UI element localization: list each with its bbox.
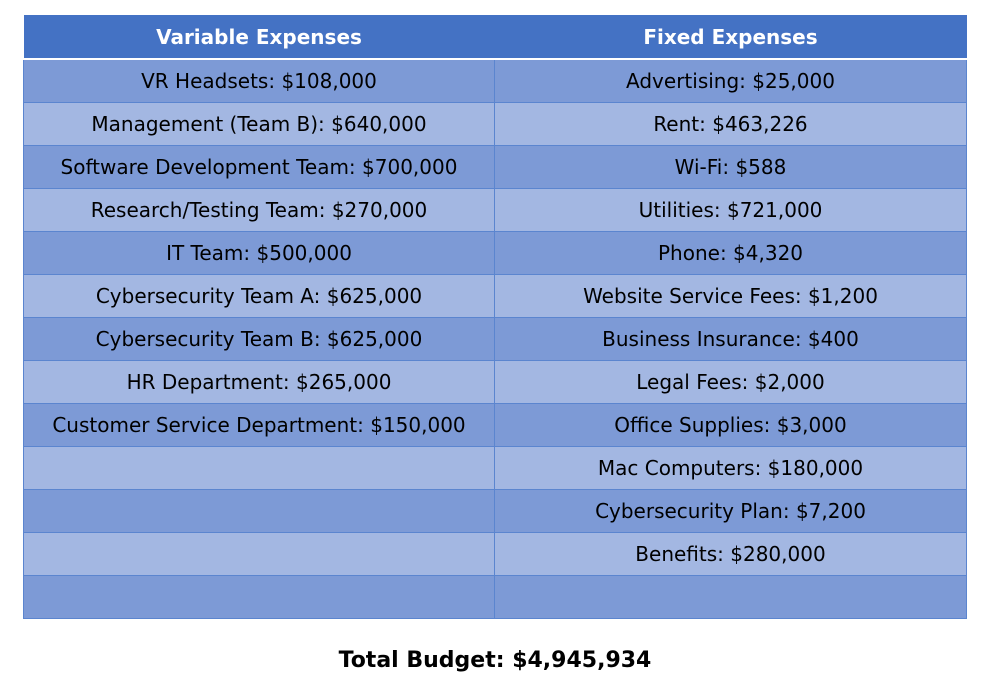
- variable-expense-cell: [24, 447, 495, 490]
- variable-expense-cell: Software Development Team: $700,000: [24, 146, 495, 189]
- variable-expense-cell: Customer Service Department: $150,000: [24, 404, 495, 447]
- fixed-expense-cell: Rent: $463,226: [495, 103, 967, 146]
- header-fixed-expenses: Fixed Expenses: [495, 15, 967, 59]
- variable-expense-cell: [24, 576, 495, 619]
- variable-expense-cell: Research/Testing Team: $270,000: [24, 189, 495, 232]
- table-row: [24, 275, 967, 318]
- table-row: [24, 146, 967, 189]
- table-row: [24, 576, 967, 619]
- variable-expense-cell: [24, 490, 495, 533]
- expenses-table: [23, 15, 967, 619]
- fixed-expense-cell: [495, 576, 967, 619]
- table-row: [24, 404, 967, 447]
- table-row: [24, 447, 967, 490]
- fixed-expense-cell: Business Insurance: $400: [495, 318, 967, 361]
- header-variable-expenses: Variable Expenses: [24, 15, 495, 59]
- table-row: [24, 189, 967, 232]
- variable-expense-cell: Management (Team B): $640,000: [24, 103, 495, 146]
- fixed-expense-cell: Office Supplies: $3,000: [495, 404, 967, 447]
- table-row: [24, 318, 967, 361]
- fixed-expense-cell: Legal Fees: $2,000: [495, 361, 967, 404]
- fixed-expense-cell: Benefits: $280,000: [495, 533, 967, 576]
- table-row: [24, 361, 967, 404]
- fixed-expense-cell: Website Service Fees: $1,200: [495, 275, 967, 318]
- variable-expense-cell: [24, 533, 495, 576]
- total-budget: Total Budget: $4,945,934: [338, 648, 652, 673]
- fixed-expense-cell: Advertising: $25,000: [495, 59, 967, 103]
- table-row: [24, 490, 967, 533]
- table-row: [24, 59, 967, 103]
- fixed-expense-cell: Wi-Fi: $588: [495, 146, 967, 189]
- variable-expense-cell: Cybersecurity Team A: $625,000: [24, 275, 495, 318]
- fixed-expense-cell: Cybersecurity Plan: $7,200: [495, 490, 967, 533]
- fixed-expense-cell: Phone: $4,320: [495, 232, 967, 275]
- fixed-expense-cell: Mac Computers: $180,000: [495, 447, 967, 490]
- table-row: [24, 232, 967, 275]
- variable-expense-cell: HR Department: $265,000: [24, 361, 495, 404]
- fixed-expense-cell: Utilities: $721,000: [495, 189, 967, 232]
- variable-expense-cell: VR Headsets: $108,000: [24, 59, 495, 103]
- variable-expense-cell: Cybersecurity Team B: $625,000: [24, 318, 495, 361]
- table-row: [24, 533, 967, 576]
- variable-expense-cell: IT Team: $500,000: [24, 232, 495, 275]
- table-row: [24, 103, 967, 146]
- header-row: [24, 15, 967, 59]
